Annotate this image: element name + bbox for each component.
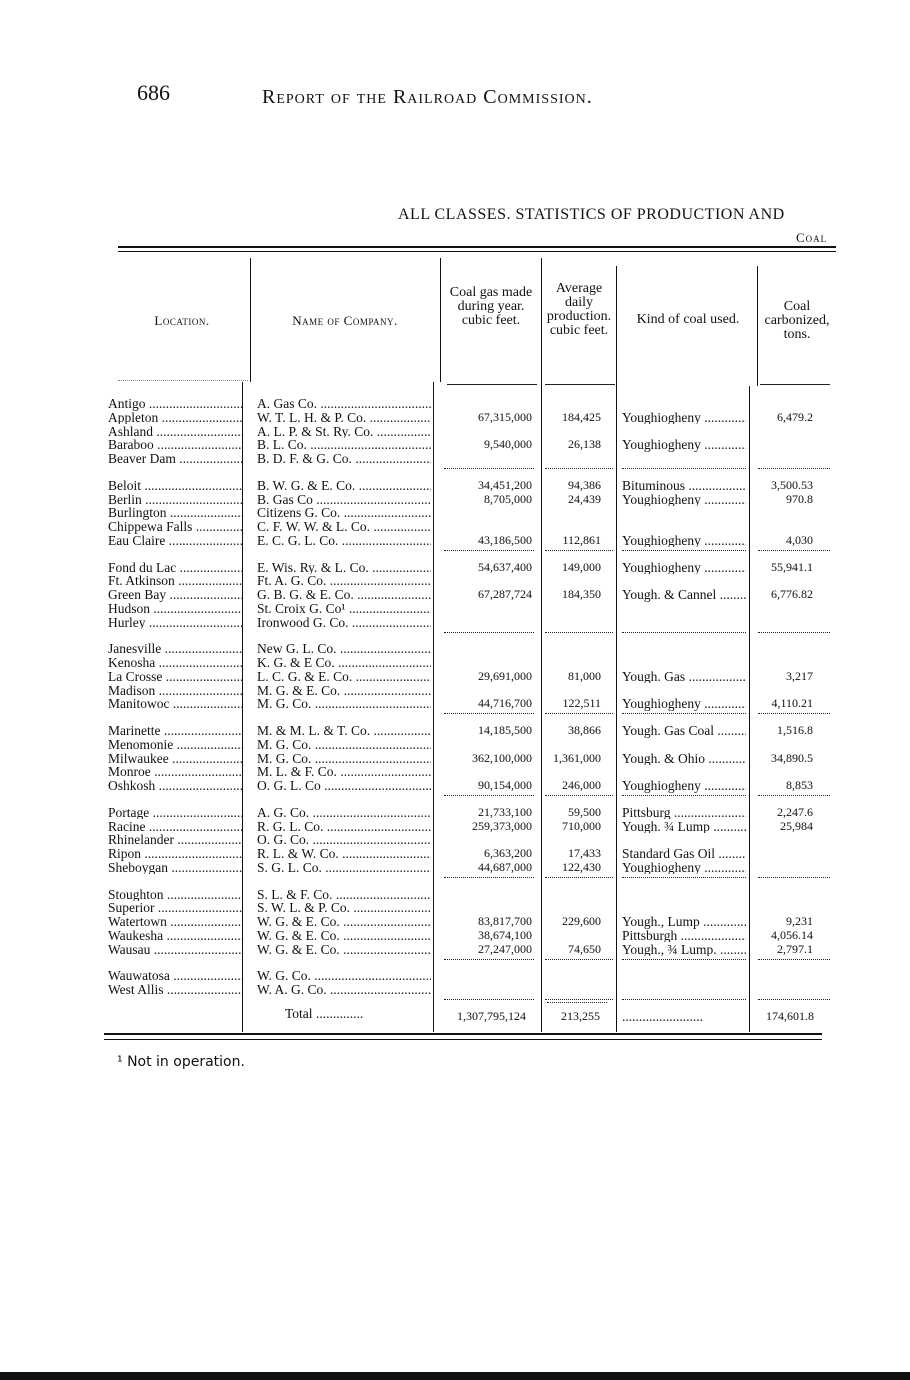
location-cell: La Crosse ..... [108,670,242,684]
carbonized-cell: 3,217 [786,669,813,683]
company-cell: M. & M. L. & T. Co. ..... [257,724,431,738]
dotted-leader [545,877,613,878]
kind-cell: Pittsburg ..... [622,806,746,820]
dotted-leader [545,999,613,1000]
dotted-leader [622,795,746,796]
average-cell: 229,600 [562,915,601,928]
bottom-rule-thin [104,1039,822,1040]
carbonized-cell: 25,984 [780,819,813,833]
total-average: 213,255 [561,1010,600,1023]
location-cell: Wausau ..... [108,943,242,957]
column-rule [440,258,441,382]
location-cell: Milwaukee ..... [108,752,242,766]
location-cell: Beloit ..... [108,479,242,493]
coal-gas-cell: 67,287,724 [478,588,532,601]
footnote: ¹ Not in operation. [117,1054,245,1070]
location-cell: Waukesha ..... [108,929,242,943]
average-cell: 59,500 [568,805,601,819]
location-cell: Antigo ..... [108,397,242,411]
location-cell: Baraboo ..... [108,438,242,452]
dotted-leader [444,632,534,633]
kind-cell: Youghiogheny ..... [622,779,746,793]
kind-cell: Yough. & Cannel ..... [622,588,746,602]
kind-cell: Yough. Gas Coal ..... [622,724,746,738]
company-cell: W. G. & E. Co. ..... [257,929,431,943]
coal-gas-cell: 83,817,700 [478,915,532,928]
average-cell: 17,433 [568,847,601,860]
carbonized-cell: 3,500.53 [771,478,813,492]
header-divider [760,384,830,385]
carbonized-cell: 9,231 [786,915,813,928]
average-cell: 184,350 [562,588,601,601]
location-cell: Oshkosh ..... [108,779,242,793]
kind-cell: Yough. Gas ..... [622,670,746,684]
carbonized-cell: 4,056.14 [771,928,813,942]
dotted-leader [622,877,746,878]
bottom-rule [104,1033,822,1035]
page-number: 686 [137,80,170,105]
company-cell: L. C. G. & E. Co. ..... [257,670,431,684]
company-cell: B. Gas Co ..... [257,493,431,507]
dotted-leader [622,713,746,714]
company-cell: R. G. L. Co. ..... [257,820,431,834]
location-cell: Janesville ..... [108,642,242,656]
company-cell: M. G. Co. ..... [257,752,431,766]
average-cell: 149,000 [562,560,601,574]
company-cell: G. B. G. & E. Co. ..... [257,588,431,602]
carbonized-cell: 4,110.21 [771,697,813,711]
company-cell: O. G. Co. ..... [257,833,431,847]
total-carbonized: 174,601.8 [766,1010,814,1023]
dotted-leader [444,877,534,878]
dotted-leader [545,713,613,714]
kind-cell: Youghiogheny ..... [622,438,746,452]
location-cell: Fond du Lac ..... [108,561,242,575]
header-divider [118,380,248,381]
coal-gas-cell: 6,363,200 [484,847,532,860]
company-cell: S. W. L. & P. Co. ..... [257,901,431,915]
company-cell: St. Croix G. Co¹ ..... [257,602,431,616]
carbonized-cell: 34,890.5 [771,751,813,765]
coal-gas-cell: 34,451,200 [478,478,532,492]
location-cell: Appleton ..... [108,411,242,425]
location-cell: Manitowoc ..... [108,697,242,711]
header-kind: Kind of coal used. [636,312,740,327]
location-cell: Hudson ..... [108,602,242,616]
location-cell: Burlington ..... [108,506,242,520]
company-cell: M. G. Co. ..... [257,738,431,752]
location-cell: Madison ..... [108,684,242,698]
header-divider [545,384,615,385]
company-cell: O. G. L. Co ..... [257,779,431,793]
carbonized-cell: 55,941.1 [771,560,813,574]
company-cell: M. G. & E. Co. ..... [257,684,431,698]
coal-gas-cell: 90,154,000 [478,779,532,792]
location-cell: Berlin ..... [108,493,242,507]
location-cell: Chippewa Falls ..... [108,520,242,534]
header-average: Average daily production. cubic feet. [546,281,612,338]
coal-gas-cell: 29,691,000 [478,669,532,683]
scan-edge [0,1372,910,1380]
dotted-leader [758,795,830,796]
coal-gas-cell: 8,705,000 [484,492,532,506]
location-cell: Kenosha ..... [108,656,242,670]
kind-cell: Youghiogheny ..... [622,493,746,507]
location-cell: Hurley ..... [108,616,242,630]
company-cell: W. G. & E. Co. ..... [257,915,431,929]
average-cell: 24,439 [568,492,601,506]
dotted-leader [758,468,830,469]
company-cell: E. C. G. L. Co. ..... [257,534,431,548]
kind-cell: Yough., Lump ..... [622,915,746,929]
dotted-leader [444,999,534,1000]
header-coal-gas: Coal gas made during year. cubic feet. [449,285,533,328]
kind-cell: Youghiogheny ..... [622,534,746,548]
location-cell: Superior ..... [108,901,242,915]
location-cell: Wauwatosa ..... [108,969,242,983]
kind-cell: Yough. & Ohio ..... [622,752,746,766]
average-cell: 38,866 [568,724,601,737]
dotted-leader [758,877,830,878]
running-head: Report of the Railroad Commission. [262,86,593,108]
company-cell: Ironwood G. Co. ..... [257,616,431,630]
location-cell: Eau Claire ..... [108,534,242,548]
dotted-leader [758,713,830,714]
dotted-leader [545,550,613,551]
column-rule [749,386,750,1032]
company-cell: W. G. & E. Co. ..... [257,943,431,957]
header-company: Name of Company. [292,313,398,328]
company-cell: B. D. F. & G. Co. ..... [257,452,431,466]
company-cell: A. Gas Co. ..... [257,397,431,411]
kind-cell: Youghiogheny ..... [622,861,746,875]
coal-gas-cell: 362,100,000 [472,751,532,765]
dotted-leader [758,959,830,960]
top-rule-thin [118,251,836,252]
dotted-leader [622,550,746,551]
company-cell: Ft. A. G. Co. ..... [257,574,431,588]
kind-cell: Pittsburgh ..... [622,929,746,943]
average-cell: 1,361,000 [553,751,601,765]
carbonized-cell: 6,776.82 [771,588,813,601]
total-coal-gas: 1,307,795,124 [457,1010,526,1023]
header-divider [447,384,537,385]
total-dot-rule [547,1002,607,1003]
location-cell: Portage ..... [108,806,242,820]
location-cell: Beaver Dam ..... [108,452,242,466]
kind-cell: Standard Gas Oil ..... [622,847,746,861]
carbonized-cell: 2,247.6 [777,805,813,819]
column-rule [242,382,243,1032]
average-cell: 710,000 [562,819,601,833]
average-cell: 122,511 [562,697,601,711]
company-cell: W. T. L. H. & P. Co. ..... [257,411,431,425]
column-rule [250,258,251,382]
total-kind: ........................ [622,1010,703,1024]
carbonized-cell: 8,853 [786,779,813,792]
dotted-leader [622,999,746,1000]
coal-gas-cell: 27,247,000 [478,942,532,956]
dotted-leader [622,632,746,633]
dotted-leader [758,999,830,1000]
average-cell: 26,138 [568,438,601,452]
kind-cell: Youghiogheny ..... [622,561,746,575]
dotted-leader [545,632,613,633]
column-rule [616,266,617,1032]
coal-gas-cell: 67,315,000 [478,410,532,424]
dotted-leader [622,468,746,469]
total-label: Total .............. [285,1007,364,1021]
coal-gas-cell: 43,186,500 [478,533,532,547]
dotted-leader [758,550,830,551]
table-title: ALL CLASSES. STATISTICS OF PRODUCTION AND [398,206,785,223]
average-cell: 184,425 [562,410,601,424]
carbonized-cell: 4,030 [786,533,813,547]
dotted-leader [545,959,613,960]
company-cell: W. G. Co. ..... [257,969,431,983]
average-cell: 74,650 [568,942,601,956]
company-cell: B. W. G. & E. Co. ..... [257,479,431,493]
location-cell: Racine ..... [108,820,242,834]
company-cell: K. G. & E Co. ..... [257,656,431,670]
dotted-leader [444,795,534,796]
location-cell: Stoughton ..... [108,888,242,902]
location-cell: Ft. Atkinson ..... [108,574,242,588]
carbonized-cell: 6,479.2 [777,410,813,424]
location-cell: Green Bay ..... [108,588,242,602]
average-cell: 246,000 [562,779,601,792]
average-cell: 122,430 [562,860,601,874]
location-cell: Ashland ..... [108,425,242,439]
coal-gas-cell: 21,733,100 [478,805,532,819]
kind-cell: Bituminous ..... [622,479,746,493]
company-cell: R. L. & W. Co. ..... [257,847,431,861]
company-cell: B. L. Co. ..... [257,438,431,452]
kind-cell: Yough. ¾ Lump ..... [622,820,746,834]
carbonized-cell: 2,797.1 [777,942,813,956]
company-cell: A. L. P. & St. Ry. Co. ..... [257,425,431,439]
dotted-leader [444,550,534,551]
company-cell: M. G. Co. ..... [257,697,431,711]
dotted-leader [758,632,830,633]
company-cell: A. G. Co. ..... [257,806,431,820]
company-cell: S. G. L. Co. ..... [257,861,431,875]
dotted-leader [545,795,613,796]
location-cell: Menomonie ..... [108,738,242,752]
kind-cell: Yough., ¾ Lump. ..... [622,943,746,957]
carbonized-cell: 970.8 [786,492,813,506]
top-rule [118,246,836,248]
company-cell: Citizens G. Co. ..... [257,506,431,520]
coal-gas-cell: 259,373,000 [472,819,532,833]
carbonized-cell: 1,516.8 [777,724,813,737]
company-cell: E. Wis. Ry. & L. Co. ..... [257,561,431,575]
company-cell: S. L. & F. Co. ..... [257,888,431,902]
company-cell: W. A. G. Co. ..... [257,983,431,997]
dotted-leader [444,959,534,960]
dotted-leader [622,959,746,960]
column-rule [757,266,758,386]
average-cell: 94,386 [568,478,601,492]
average-cell: 81,000 [568,669,601,683]
coal-gas-cell: 9,540,000 [484,438,532,452]
column-rule [433,382,434,1032]
company-cell: M. L. & F. Co. ..... [257,765,431,779]
coal-gas-cell: 54,637,400 [478,560,532,574]
kind-cell: Youghiogheny ..... [622,411,746,425]
company-cell: C. F. W. W. & L. Co. ..... [257,520,431,534]
location-cell: Monroe ..... [108,765,242,779]
location-cell: West Allis ..... [108,983,242,997]
coal-gas-cell: 44,716,700 [478,697,532,711]
dotted-leader [444,468,534,469]
location-cell: Ripon ..... [108,847,242,861]
table-subtitle: Coal [796,230,828,245]
kind-cell: Youghiogheny ..... [622,697,746,711]
location-cell: Sheboygan ..... [108,861,242,875]
average-cell: 112,861 [562,533,601,547]
coal-gas-cell: 38,674,100 [478,928,532,942]
header-carbonized: Coal carbonized, tons. [764,299,830,342]
column-rule [541,258,542,1032]
location-cell: Watertown ..... [108,915,242,929]
location-cell: Marinette ..... [108,724,242,738]
coal-gas-cell: 14,185,500 [478,724,532,737]
coal-gas-cell: 44,687,000 [478,860,532,874]
dotted-leader [444,713,534,714]
dotted-leader [545,468,613,469]
header-location: Location. [154,313,210,328]
location-cell: Rhinelander ..... [108,833,242,847]
company-cell: New G. L. Co. ..... [257,642,431,656]
